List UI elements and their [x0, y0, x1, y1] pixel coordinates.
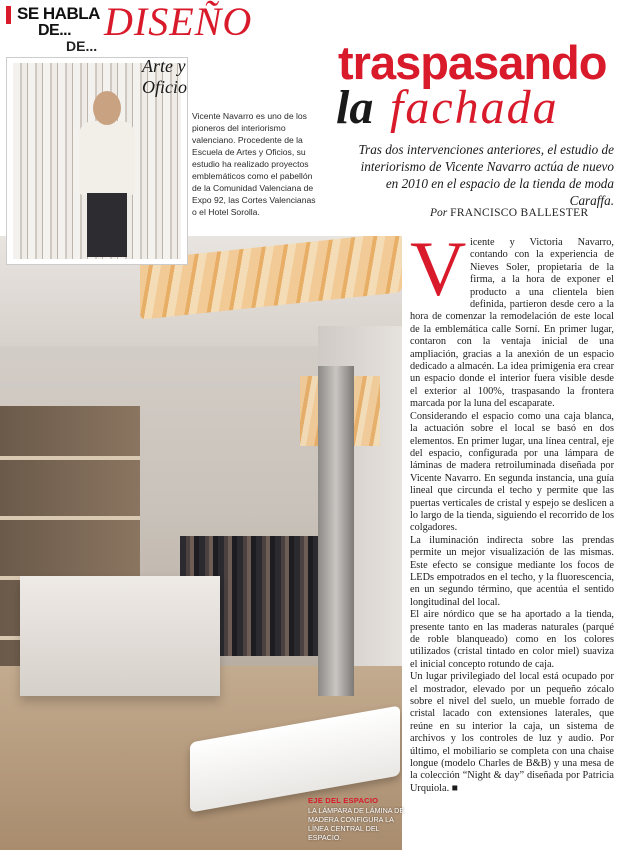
- article-paragraph: icente y Victoria Navarro, contando con la experiencia de Nieves Soler, propietaria de la firma, a la hora de exponer el producto a una clientela bien definida, partieron desde cero a la hora de comenzar la remodelación de este local de la emblemática calle Sorní. En primer lugar, contaron con la ventaja inicial de una ampliación, gracias a la anexión de un espacio dedicado a almacén. La idea primigenia era crear un espacio donde el interior fuera visible desde el exterior al 100%, traspasando la frontera marcada por la luna del escaparate.: [410, 237, 614, 410]
- caption-text: LA LÁMPARA DE LÁMINA DE MADERA CONFIGURA LA LÍNEA CENTRAL DEL ESPACIO.: [308, 806, 405, 842]
- store-interior-photo: [0, 236, 402, 850]
- headline-la: la: [336, 81, 374, 134]
- article-paragraph: Un lugar privilegiado del local está ocupado por el mostrador, elevado por un pequeño zócalo sobre el nivel del suelo, un mueble forrado de cristal lacado con extensiones laterales, que reúne en su interior la caja, un sistema de archivos y los controles de luz y audio. Por último, el mobiliario se completa con una chaise longue (modelo Charles de B&B) y una mesa de la colección “Night & day” diseñada por Patricia Urquiola. ■: [410, 671, 614, 794]
- sidebar-bio: Vicente Navarro es uno de los pioneros del interiorismo valenciano. Procedente de la Escuela de Artes y Oficios, su estudio ha realizado proyectos emblemáticos como el pabellón de la Comunidad Valenciana de Expo 92, las Cortes Valencianas o el Hotel Sorolla.: [190, 108, 318, 220]
- byline-author: FRANCISCO BALLESTER: [450, 207, 589, 219]
- standfirst: Tras dos intervenciones anteriores, el estudio de interiorismo de Vicente Navarro actúa de nuevo en 2010 en el espacio de la tienda de moda Caraffa.: [358, 142, 614, 208]
- kicker-se-habla: SE HABLA: [17, 4, 100, 23]
- section-marker: [6, 6, 11, 24]
- person-body: [79, 121, 135, 195]
- byline-label: Por: [430, 207, 448, 219]
- shelf: [0, 456, 140, 460]
- article-paragraph: La iluminación indirecta sobre las prendas permite un mejor visualización de las mismas. Este efecto se consigue mediante los focos de LEDs empotrados en el techo, y la fluorescencia, en un segundo término, que acentúa el sentido longitudinal del local.: [410, 534, 614, 608]
- person-legs: [87, 193, 127, 257]
- article-paragraph: Considerando el espacio como una caja blanca, la actuación sobre el local se basó en dos elementos. En primer lugar, una línea central, eje del espacio, configurada por una lámpara de láminas de madera retroiluminada diseñada por Vicente Navarro. En segunda instancia, una guía lineal que circunda el techo y permite que las puertas verticales de cristal y espejo se deslicen a lo largo de la tienda, siguiendo el recorrido de los colgadores.: [410, 410, 614, 534]
- mirror-column: [318, 366, 354, 696]
- article-body: [410, 237, 614, 795]
- headline-main: traspasando: [338, 36, 607, 89]
- person-head: [93, 91, 121, 125]
- caption-heading: EJE DEL ESPACIO: [308, 796, 379, 805]
- counter: [20, 576, 220, 696]
- kicker-de-repeat: DE...: [66, 38, 98, 54]
- sidebar-title: [142, 56, 212, 98]
- shelf: [0, 516, 140, 520]
- drop-cap-space: [410, 237, 470, 301]
- drop-cap: V: [410, 225, 467, 312]
- byline: [430, 207, 588, 219]
- section-title: DISEÑO: [104, 0, 253, 44]
- kicker-de: DE...: [38, 22, 72, 39]
- article-paragraph: El aire nórdico que se ha aportado a la tienda, presente tanto en las maderas naturales (parqué de roble blanqueado) como en los colores utilizados (cristal tintado en color miel) suaviza el inicial concepto rotundo de caja.: [410, 609, 614, 670]
- headline-fachada: fachada: [390, 81, 559, 134]
- sidebar-title-text: Arte y Oficio: [142, 56, 187, 97]
